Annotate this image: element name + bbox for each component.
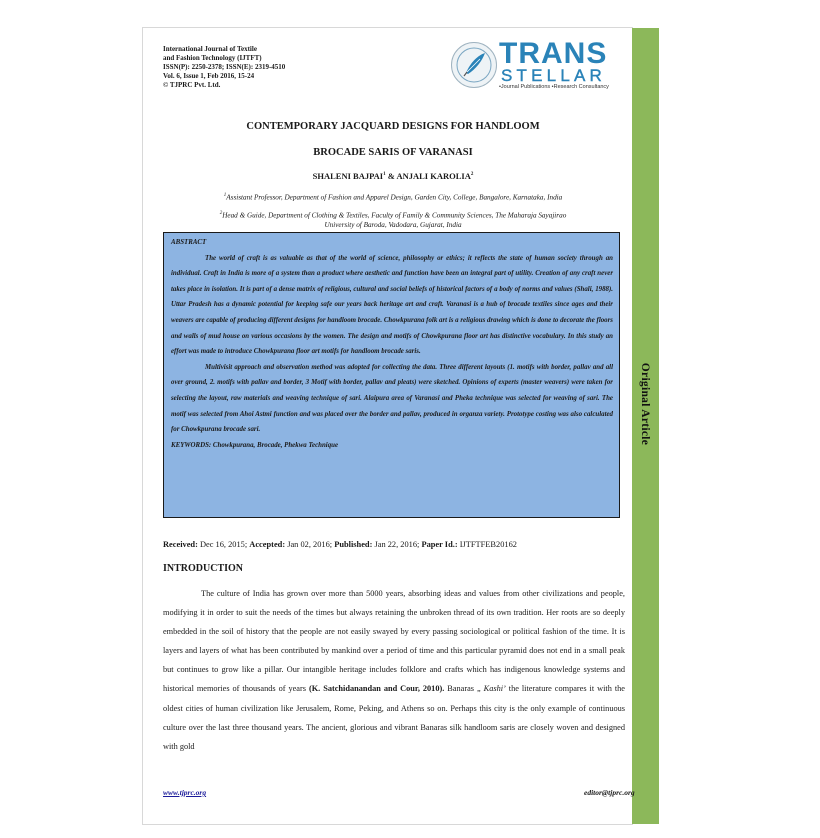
intro-citation: (K. Satchidanandan and Cour, 2010). [308,684,445,694]
affiliation-2-sup: 2 [219,211,223,216]
authors [163,171,623,181]
abstract-box [163,232,620,518]
transstellar-logo [451,37,627,92]
author-2: ANJALI KAROLIA [396,171,471,181]
journal-copyright: © TJPRC Pvt. Ltd. [163,81,221,89]
author-1: SHALENI BAJPAI [312,171,384,181]
accepted-label: Accepted: [249,540,286,549]
journal-info [163,45,285,90]
published-label: Published: [334,540,373,549]
introduction-heading: INTRODUCTION [163,563,244,574]
intro-text-part1: The culture of India has grown over more than 5000 years, absorbing ideas and values from other civilizations and people, modifying it in order to suit the needs of the times but always retaining the unbroken thread of its own tradition. Her roots are so deeply embedded in the soil of history that the people are not easily swayed by every passing sociological or political fashion of the time. It is layers and layers of what has been contributed by mankind over a period of time and this particular pyramid does not end in a small peak but continues to grow like a pillar. Our intangible heritage includes folklore and crafts which has indigenous knowledge systems and historical memories of thousands of years [163,589,625,694]
abstract-paragraph-1: The world of craft is as valuable as that of the world of science, philosophy or ethics; it reflects the state of human society through an individual. Craft in India is more of a system than a product where aesthetic and function have been an integral part of utility. Creation of any craft never takes place in isolation. It is part of a dense matrix of religious, cultural and social beliefs of historical factors of a body of norms and values (Shali, 1988). Uttar Pradesh has a dynamic potential for keeping safe our years back heritage art and craft. Varanasi is a hub of brocade textiles since ages and their weavers are capable of producing different designs for handloom brocade. Chowkpurana folk art is a religious drawing which is done to decorate the floors and walls of mud house on various occasions by the women. The design and motifs of Chowkpurana floor art has distinctive vocabulary. In this study an effort was made to introduce Chowkpurana floor art motifs for handloom brocade saris. [171,254,613,356]
publication-dates [163,540,517,549]
affiliation-2-line1: Head & Guide, Department of Clothing & Textiles, Faculty of Family & Community Sciences, The Maharaja Sayajirao [222,211,567,220]
introduction-paragraph [163,584,625,756]
footer-website-link[interactable]: www.tjprc.org [163,788,207,797]
intro-kashi: Kashi’ [483,684,506,694]
published-date: Jan 22, 2016; [372,540,422,549]
journal-volume: Vol. 6, Issue 1, Feb 2016, 15-24 [163,72,255,80]
logo-tagline: •Journal Publications •Research Consultancy [499,84,609,90]
affiliation-2-line2: University of Baroda, Vadodara, Gujarat, India [324,220,462,229]
paper-id: IJTFTFEB20162 [457,540,517,549]
author-joiner: & [385,171,397,181]
intro-text-part2: the literature compares it with the oldest cities of human civilization like Jerusalem, Rome, Peking, and Athens so on. Perhaps this city is the only example of continuous culture over the last three thousand years. The ancient, glorious and vibrant Banaras silk handloom saris are closely woven and designed with gold [163,684,625,751]
footer-email: editor@tjprc.org [584,788,635,797]
journal-issn: ISSN(P): 2250-2378; ISSN(E): 2319-4510 [163,63,286,71]
affiliation-2 [170,209,616,230]
received-label: Received: [163,540,198,549]
affiliation-1-text: Assistant Professor, Department of Fashion and Apparel Design, Garden City, College, Bangalore, Karnataka, India [226,193,563,202]
logo-word-stellar: STELLAR [501,66,606,85]
article-type-label: Original Article [639,362,651,446]
paper-title-line1: CONTEMPORARY JACQUARD DESIGNS FOR HANDLOOM [246,121,540,132]
author-1-sup: 1 [383,172,386,178]
quill-pen-icon [451,42,497,88]
abstract-keywords: KEYWORDS: Chowkpurana, Brocade, Phekwa Technique [171,441,339,449]
paper-title-line2: BROCADE SARIS OF VARANASI [313,147,473,158]
author-2-sup: 2 [470,172,474,178]
introduction-body [163,584,625,756]
abstract-paragraph-2: Multivisit approach and observation method was adopted for collecting the data. Three different layouts (1. motifs with border, pallav and all over ground, 2. motifs with pallav and border, 3 Motif with border, pallav and pleats) were sketched. Opinions of experts (master weavers) were taken for selecting the layout, raw materials and weaving technique of sari. Alaipura area of Varanasi and Pheka technique was selected for weaving of sari. The motif was selected from Ahoi Astmi function and was placed over the border and pallav, produced in organza variety. Prototype costing was also calculated for Chowkpurana brocade sari. [171,363,613,434]
logo-word-trans: TRANS [499,37,608,70]
affiliation-1 [170,191,616,203]
affiliation-1-sup: 1 [223,193,227,198]
accepted-date: Jan 02, 2016; [285,540,335,549]
abstract-heading: ABSTRACT [171,239,207,246]
intro-banaras: Banaras „ [444,684,484,694]
journal-name-line2: and Fashion Technology (IJTFT) [163,54,262,62]
received-date: Dec 16, 2015; [197,540,250,549]
paper-id-label: Paper Id.: [421,540,458,549]
journal-name-line1: International Journal of Textile [163,45,257,53]
